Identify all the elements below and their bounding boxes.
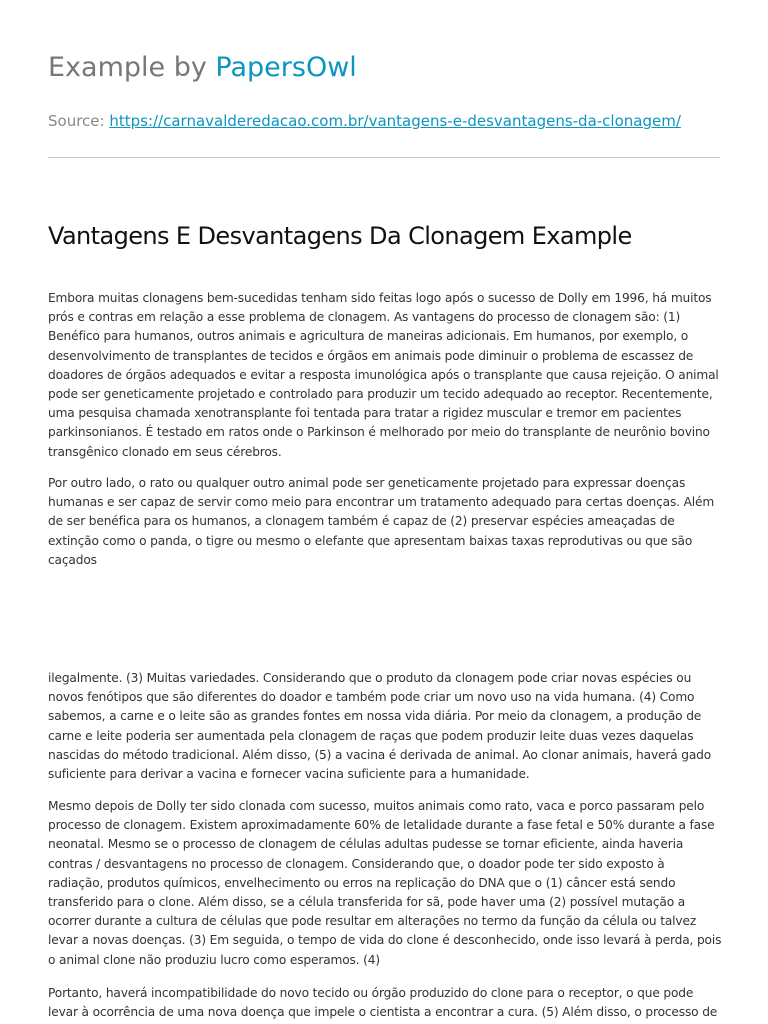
paragraph: Embora muitas clonagens bem-sucedidas tenham sido feitas logo após o sucesso de Dolly em 1996, há muitos prós e contras em relação a esse problema de clonagem. As vantagens do processo de clonagem são: (1) Benéfico para humanos, outros animais e agricultura de maneiras adicionais. Em humanos, por exemplo, o desenvolvimento de transplantes de tecidos e órgãos em animais pode diminuir o problema de escassez de doadores de órgãos adequados e evitar a resposta imunológica após o transplante que causa rejeição. O animal pode ser geneticamente projetado e controlado para produzir um tecido adequado ao receptor. Recentemente, uma pesquisa chamada xenotransplante foi tentada para tratar a rigidez muscular e tremor em pacientes parkinsonianos. É testado em ratos onde o Parkinson é melhorado por meio do transplante de neurônio bovino transgênico clonado em seus cérebros. — [48, 291, 719, 459]
paragraph: Mesmo depois de Dolly ter sido clonada com sucesso, muitos animais como rato, vaca e porco passaram pelo processo de clonagem. Existem aproximadamente 60% de letalidade durante a fase fetal e 50% durante a fase neonatal. Mesmo se o processo de clonagem de células adultas pudesse se tornar eficiente, ainda haveria contras / desvantagens no processo de clonagem. Considerando que, o doador pode ter sido exposto à radiação, produtos químicos, envelhecimento ou erros na replicação do DNA que o (1) câncer está sendo transferido para o clone. Além disso, se a célula transferida for sã, pode haver uma (2) possível mutação a ocorrer durante a cultura de células que pode resultar em alterações no termo da função da célula ou talvez levar a novas doenças. (3) Em seguida, o tempo de vida do clone é desconhecido, onde isso levará à perda, pois o animal clone não produziu lucro como esperamos. (4) — [48, 799, 722, 967]
brand-name-link[interactable]: PapersOwl — [215, 52, 357, 83]
brand-header — [48, 52, 357, 83]
document-title: Vantagens E Desvantagens Da Clonagem Example — [48, 222, 632, 250]
source-line — [48, 112, 681, 130]
paragraph: ilegalmente. (3) Muitas variedades. Considerando que o produto da clonagem pode criar novas espécies ou novos fenótipos que são diferentes do doador e também pode criar um novo uso na vida humana. (4) Como sabemos, a carne e o leite são as grandes fontes em nossa vida diária. Por meio da clonagem, a produção de carne e leite poderia ser aumentada pela clonagem de raças que podem produzir leite duas vezes daquelas nascidas do método tradicional. Além disso, (5) a vacina é derivada de animal. Ao clonar animais, haverá gado suficiente para derivar a vacina e fornecer vacina suficiente para a humanidade. — [48, 671, 712, 782]
paragraph: Por outro lado, o rato ou qualquer outro animal pode ser geneticamente projetado para expressar doenças humanas e ser capaz de servir como meio para encontrar um tratamento adequado para certas doenças. Além de ser benéfica para os humanos, a clonagem também é capaz de (2) preservar espécies ameaçadas de extinção como o panda, o tigre ou mesmo o elefante que apresentam baixas taxas reprodutivas ou que são caçados — [48, 476, 715, 567]
source-link[interactable]: https://carnavalderedacao.com.br/vantagens-e-desvantagens-da-clonagem/ — [109, 112, 681, 130]
header-divider — [48, 157, 720, 158]
brand-prefix: Example by — [48, 52, 216, 83]
source-label: Source: — [48, 112, 110, 130]
paragraph: Portanto, haverá incompatibilidade do novo tecido ou órgão produzido do clone para o receptor, o que pode levar à ocorrência de uma nova doença que impele o cientista a encontrar a cura. (5) Além disso, o processo de — [48, 986, 718, 1020]
